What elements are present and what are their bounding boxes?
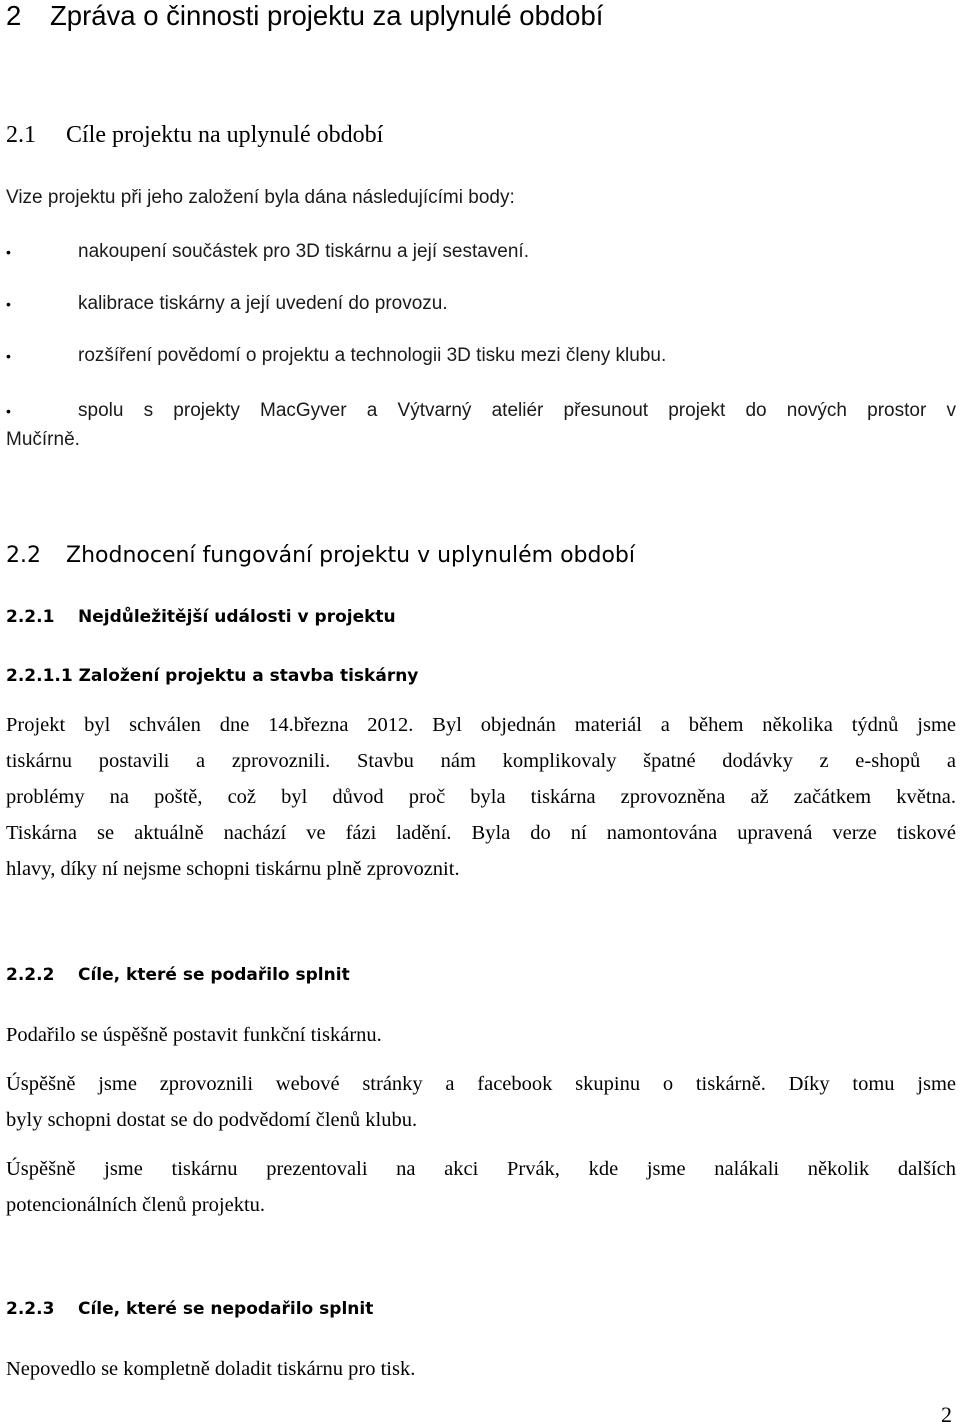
bullet-icon: • xyxy=(6,348,11,364)
paragraph-line: Podařilo se úspěšně postavit funkční tiskárnu. xyxy=(6,1024,382,1046)
list-item: spolu s projekty MacGyver a Výtvarný ateliér přesunout projekt do nových prostor v xyxy=(78,400,956,421)
paragraph-zalozeni xyxy=(6,707,956,887)
chapter-number: 2 xyxy=(6,0,22,31)
paragraph-line: Nepovedlo se kompletně doladit tiskárnu pro tisk. xyxy=(6,1358,416,1380)
subsubsection-heading-2-2-1-1: 2.2.1.1 Založení projektu a stavba tiskárny xyxy=(6,666,419,686)
paragraph-line: Úspěšně jsme zprovoznili webové stránky a facebook skupinu o tiskárně. Díky tomu jsme xyxy=(6,1073,956,1095)
list-item: nakoupení součástek pro 3D tiskárnu a její sestavení. xyxy=(78,241,529,262)
intro-text: Vize projektu při jeho založení byla dána následujícími body: xyxy=(6,187,515,208)
list-item: rozšíření povědomí o projektu a technologii 3D tisku mezi členy klubu. xyxy=(78,345,667,366)
paragraph-line: byly schopni dostat se do podvědomí členů klubu. xyxy=(6,1109,418,1131)
section-title: Cíle projektu na uplynulé období xyxy=(66,122,384,148)
paragraph-line: Projekt byl schválen dne 14.března 2012. Byl objednán materiál a během několika týdnů jsme xyxy=(6,714,956,736)
list-item-continuation: Mučírně. xyxy=(6,429,80,450)
bullet-icon: • xyxy=(6,296,11,312)
paragraph-line: problémy na poště, což byl důvod proč byla tiskárna zprovozněna až začátkem května. xyxy=(6,786,956,808)
section-title: Zhodnocení fungování projektu v uplynulém období xyxy=(66,543,636,568)
section-heading-2-1 xyxy=(6,120,383,150)
paragraph-line: Tiskárna se aktuálně nachází ve fázi ladění. Byla do ní namontována upravená verze tiskové xyxy=(6,822,956,844)
subsection-title: Cíle, které se nepodařilo splnit xyxy=(78,1299,374,1319)
subsection-number: 2.2.3 xyxy=(6,1299,55,1319)
subsection-title: Nejdůležitější události v projektu xyxy=(78,607,396,627)
chapter-title: Zpráva o činnosti projektu za uplynulé období xyxy=(50,0,604,31)
paragraph-uspech-3 xyxy=(6,1151,956,1223)
list-item: kalibrace tiskárny a její uvedení do provozu. xyxy=(78,293,448,314)
subsection-number: 2.2.2 xyxy=(6,965,55,985)
section-number: 2.1 xyxy=(6,122,36,148)
paragraph-uspech-1 xyxy=(6,1017,956,1053)
subsection-number: 2.2.1 xyxy=(6,607,55,627)
subsection-heading-2-2-2 xyxy=(6,962,350,988)
paragraph-uspech-2 xyxy=(6,1066,956,1138)
section-heading-2-2 xyxy=(6,542,635,570)
paragraph-line: hlavy, díky ní nejsme schopni tiskárnu plně zprovoznit. xyxy=(6,858,460,880)
subsection-heading-2-2-3 xyxy=(6,1296,373,1322)
section-number: 2.2 xyxy=(6,543,41,568)
paragraph-neuspech-1 xyxy=(6,1351,956,1387)
chapter-heading xyxy=(6,0,603,32)
bullet-icon: • xyxy=(6,244,11,260)
subsection-heading-2-2-1 xyxy=(6,604,396,630)
paragraph-line: tiskárnu postavili a zprovoznili. Stavbu nám komplikovaly špatné dodávky z e-shopů a xyxy=(6,750,956,772)
paragraph-line: potencionálních členů projektu. xyxy=(6,1194,266,1216)
page-number: 2 xyxy=(941,1402,952,1427)
bullet-icon: • xyxy=(6,403,11,419)
paragraph-line: Úspěšně jsme tiskárnu prezentovali na akci Prvák, kde jsme nalákali několik dalších xyxy=(6,1158,956,1180)
subsection-title: Cíle, které se podařilo splnit xyxy=(78,965,350,985)
